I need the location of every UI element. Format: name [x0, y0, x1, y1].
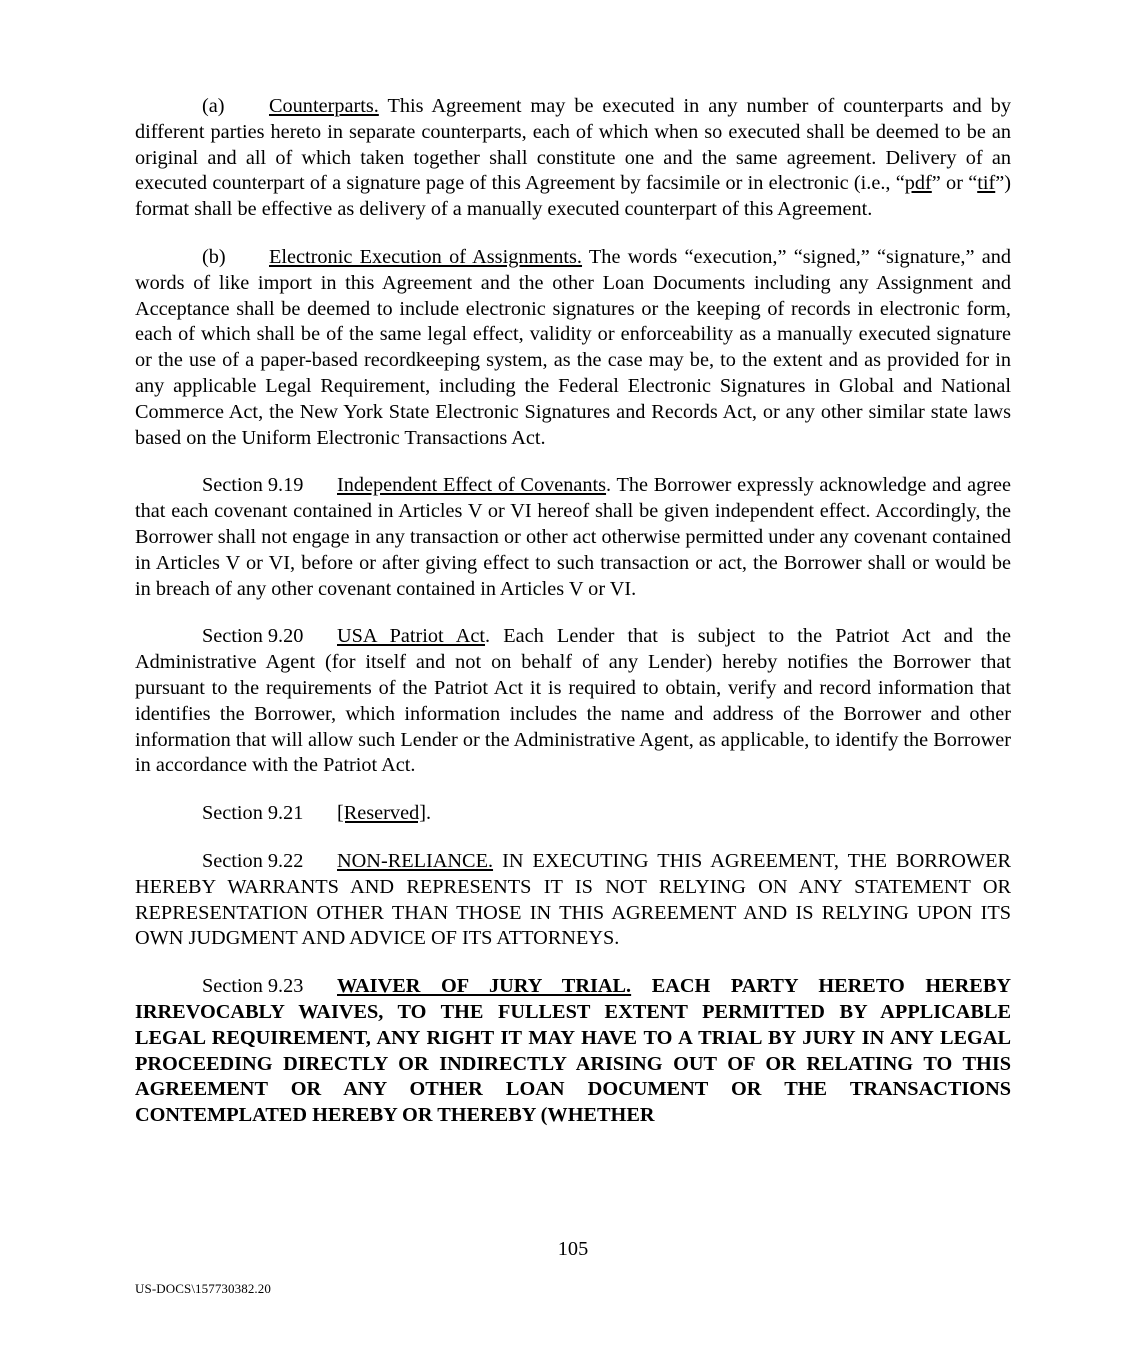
- paragraph-body-mid: ” or “: [931, 172, 978, 195]
- section-heading: Independent Effect of Covenants: [337, 474, 607, 497]
- page-number: 105: [557, 1238, 589, 1260]
- paragraph-body: The words “execution,” “signed,” “signature,” and words of like import in this Agreement and the other Loan Documents including any Assignment and Acceptance shall be deemed to include electronic signatures or the keeping of records in electronic form, each of which shall be of the same legal effect, validity or enforceability as a manually executed signature or the use of a paper-based recordkeeping system, as the case may be, to the extent and as provided for in any applicable Legal Requirement, including the Federal Electronic Signatures in Global and National Commerce Act, the New York State Electronic Signatures and Records Act, or any other similar state laws based on the Uniform Electronic Transactions Act.: [135, 245, 1011, 449]
- section-heading: [Reserved]: [337, 802, 426, 825]
- paragraph-body-tail: ”) format shall be effective as delivery of a manually executed counterpart of this Agreement.: [135, 172, 1011, 221]
- section-body: EACH PARTY HERETO HEREBY IRREVOCABLY WAIVES, TO THE FULLEST EXTENT PERMITTED BY APPLICABLE LEGAL REQUIREMENT, ANY RIGHT IT MAY HAVE TO A TRIAL BY JURY IN ANY LEGAL PROCEEDING DIRECTLY OR INDIRECTLY ARISING OUT OF OR RELATING TO THIS AGREEMENT OR ANY OTHER LOAN DOCUMENT OR THE TRANSACTIONS CONTEMPLATED HEREBY OR THEREBY (WHETHER: [135, 975, 1012, 1127]
- document-page: [135, 94, 1011, 1151]
- paragraph-label: (a): [202, 95, 225, 117]
- paragraph-a-counterparts: [135, 94, 1011, 223]
- paragraph-heading: Electronic Execution of Assignments.: [269, 245, 583, 268]
- section-9-23: [135, 974, 1011, 1129]
- section-heading: NON-RELIANCE.: [337, 849, 494, 872]
- section-body: . The Borrower expressly acknowledge and agree that each covenant contained in Articles V or VI hereof shall be given independent effect. Accordingly, the Borrower shall not engage in any transaction or other act otherwise permitted under any covenant contained in Articles V or VI, before or after giving effect to such transaction or act, the Borrower shall or would be in breach of any other covenant contained in Articles V or VI.: [135, 474, 1011, 600]
- section-heading: USA Patriot Act: [337, 625, 486, 648]
- paragraph-heading: Counterparts.: [269, 95, 379, 117]
- paragraph-label: (b): [202, 245, 226, 268]
- section-9-20: [135, 624, 1011, 779]
- section-number: Section 9.23: [202, 975, 304, 998]
- section-heading: WAIVER OF JURY TRIAL.: [337, 975, 632, 998]
- tif-term: tif: [977, 172, 996, 195]
- section-9-19: [135, 473, 1011, 602]
- section-9-22: [135, 849, 1011, 952]
- section-body: . Each Lender that is subject to the Patriot Act and the Administrative Agent (for itself and not on behalf of any Lender) hereby notifies the Borrower that pursuant to the requirements of the Patriot Act it is required to obtain, verify and record information that identifies the Borrower, which information includes the name and address of the Borrower and other information that will allow such Lender or the Administrative Agent, as applicable, to identify the Borrower in accordance with the Patriot Act.: [135, 625, 1012, 777]
- paragraph-body: This Agreement may be executed in any number of counterparts and by different parties hereto in separate counterparts, each of which when so executed shall be deemed to be an original and all of which taken together shall constitute one and the same agreement. Delivery of an executed counterpart of a signature page of this Agreement by facsimile or in electronic (i.e., “: [135, 95, 1011, 195]
- section-9-21: [135, 801, 1011, 827]
- section-body: .: [425, 802, 432, 825]
- document-id: US-DOCS\157730382.20: [135, 1281, 271, 1296]
- section-number: Section 9.19: [202, 474, 304, 497]
- section-number: Section 9.22: [202, 849, 304, 872]
- section-body: IN EXECUTING THIS AGREEMENT, THE BORROWER HEREBY WARRANTS AND REPRESENTS IT IS NOT RELYING ON ANY STATEMENT OR REPRESENTATION OTHER THAN THOSE IN THIS AGREEMENT AND IS RELYING UPON ITS OWN JUDGMENT AND ADVICE OF ITS ATTORNEYS.: [135, 849, 1011, 950]
- section-number: Section 9.21: [202, 802, 304, 825]
- pdf-term: pdf: [904, 172, 932, 195]
- section-number: Section 9.20: [202, 625, 304, 648]
- paragraph-b-electronic-execution: [135, 245, 1011, 451]
